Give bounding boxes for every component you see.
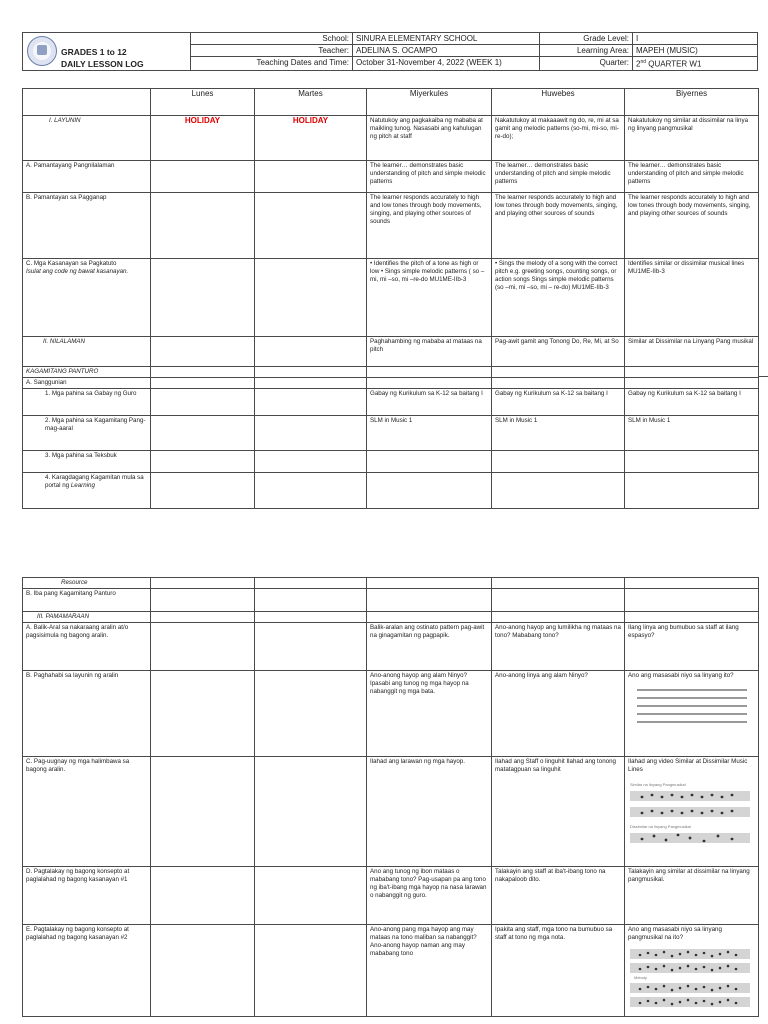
teacher-value: ADELINA S. OCAMPO — [353, 45, 540, 57]
karagdagang-italic: Learning — [70, 482, 95, 489]
row-c — [23, 757, 759, 867]
cell — [367, 612, 492, 623]
gabay-wed: Gabay ng Kurikulum sa K-12 sa baitang I — [367, 389, 492, 416]
cell — [151, 193, 255, 259]
kasanayan-wed: • Identifies the pitch of a tone as high or low • Sings simple melodic patterns ( so –mi, mi –so, mi –re-do MU1ME-IIb-3 — [367, 259, 492, 337]
row-d — [23, 867, 759, 925]
divider — [758, 376, 768, 377]
area-value: MAPEH (MUSIC) — [633, 45, 758, 57]
cell — [255, 259, 367, 337]
day-header-tue: Martes — [255, 89, 367, 116]
iba-pang-label: B. Iba pang Kagamitang Panturo — [23, 589, 151, 612]
cell — [151, 473, 255, 509]
a-thu: Ano-anong hayop ang lumilikha ng mataas na tono? Mababang tono? — [492, 623, 625, 671]
c-wed: Ilahad ang larawan ng mga hayop. — [367, 757, 492, 867]
melody-caption: Melody — [634, 975, 647, 980]
cell — [255, 623, 367, 671]
row-e — [23, 925, 759, 1017]
d-fri: Talakayin ang similar at dissimilar na linyang pangmusikal. — [625, 867, 759, 925]
e-label: E. Pagtalakay ng bagong konsepto at paglalahad ng bagong kasanayan #2 — [23, 925, 151, 1017]
c-label: C. Pag-uugnay ng mga halimbawa sa bagong aralin. — [23, 757, 151, 867]
pamantayang-thu: The learner… demonstrates basic understanding of pitch and simple melodic patterns — [492, 161, 625, 193]
row-gabay — [23, 389, 759, 416]
b-thu: Ano-anong linya ang alam Ninyo? — [492, 671, 625, 757]
cell — [151, 337, 255, 367]
pamantayang-wed: The learner… demonstrates basic understanding of pitch and simple melodic patterns — [367, 161, 492, 193]
kagamitan-label: KAGAMITANG PANTURO — [23, 367, 151, 378]
cell — [255, 925, 367, 1017]
karagdagang-label — [23, 473, 151, 509]
area-label: Learning Area: — [540, 45, 633, 57]
cell — [255, 416, 367, 451]
cell — [151, 378, 255, 389]
e-fri — [625, 925, 759, 1017]
music-score-image — [628, 778, 752, 852]
gabay-fri: Gabay ng Kurikulum sa K-12 sa baitang I — [625, 389, 759, 416]
lesson-table-2 — [22, 577, 759, 1017]
cell — [151, 925, 255, 1017]
quarter-label: Quarter: — [540, 57, 633, 71]
pamantayang-label: A. Pamantayang Pangnilalaman — [23, 161, 151, 193]
c-fri — [625, 757, 759, 867]
cell — [255, 451, 367, 473]
row-iba-pang — [23, 589, 759, 612]
kasanayan-label — [23, 259, 151, 337]
d-wed: Ano ang tunog ng ibon mataas o mababang tono? Pag-usapan pa ang tono ng iba't-ibang mga hayop na nasa larawan o nabanggit ng guro. — [367, 867, 492, 925]
kasanayan-sub: Isulat ang code ng bawat kasanayan. — [26, 268, 129, 275]
kasanayan-fri: Identifies similar or dissimilar musical lines MU1ME-IIb-3 — [625, 259, 759, 337]
a-label: A. Balik-Aral sa nakaraang aralin at/o pagsisimula ng bagong aralin. — [23, 623, 151, 671]
kasanayan-thu: • Sings the melody of a song with the correct pitch e.g. greeting songs, counting songs, or action songs Sings simple melodic patterns (so –mi, mi –so, mi – re-do) MU1ME-IIb-3 — [492, 259, 625, 337]
karagdagang-text: 4. Karagdagang Kagamitan mula sa portal ng — [45, 474, 144, 489]
cell — [151, 589, 255, 612]
b-label: B. Paghahabi sa layunin ng aralin — [23, 671, 151, 757]
slm-fri: SLM in Music 1 — [625, 416, 759, 451]
slm-thu: SLM in Music 1 — [492, 416, 625, 451]
layunin-label: I. LAYUNIN — [23, 116, 151, 161]
layunin-fri: Nakatutukoy ng similar at dissimilar na linya ng linyang pangmusikal — [625, 116, 759, 161]
cell — [492, 367, 625, 378]
cell — [492, 578, 625, 589]
cell — [492, 612, 625, 623]
a-fri: Ilang linya ang bumubuo sa staff at ilang espasyo? — [625, 623, 759, 671]
row-kagamitang-pang — [23, 416, 759, 451]
nilalaman-label: II. NILALAMAN — [23, 337, 151, 367]
quarter-num: 2 — [636, 59, 641, 69]
pamamaraan-label: III. PAMAMARAAN — [23, 612, 151, 623]
cell — [492, 589, 625, 612]
pagganap-label: B. Pamantayan sa Pagganap — [23, 193, 151, 259]
cell — [367, 578, 492, 589]
holiday-mon: HOLIDAY — [151, 116, 255, 161]
cell — [255, 193, 367, 259]
row-layunin — [23, 116, 759, 161]
title-line2: DAILY LESSON LOG — [61, 59, 144, 69]
cell — [255, 757, 367, 867]
cell — [151, 757, 255, 867]
cell — [151, 259, 255, 337]
teacher-label: Teacher: — [191, 45, 353, 57]
cell — [255, 378, 367, 389]
cell — [492, 451, 625, 473]
gabay-label: 1. Mga pahina sa Gabay ng Guro — [23, 389, 151, 416]
day-header-fri: Biyernes — [625, 89, 759, 116]
b-fri-text: Ano ang masasabi niyo sa linyang ito? — [628, 672, 734, 679]
cell — [151, 578, 255, 589]
row-pamamaraan — [23, 612, 759, 623]
row-a — [23, 623, 759, 671]
quarter-value — [633, 57, 758, 71]
deped-seal-icon — [27, 36, 57, 66]
cell — [625, 451, 759, 473]
cell — [492, 378, 625, 389]
kagamitang-pang-label: 2. Mga pahina sa Kagamitang Pang-mag-aaral — [23, 416, 151, 451]
cell — [255, 161, 367, 193]
row-nilalaman — [23, 337, 759, 367]
title-line1: GRADES 1 to 12 — [61, 47, 127, 57]
school-value: SINURA ELEMENTARY SCHOOL — [353, 33, 540, 45]
row-teksbuk — [23, 451, 759, 473]
nilalaman-wed: Paghahambing ng mababa at mataas na pitch — [367, 337, 492, 367]
cell — [625, 367, 759, 378]
cell — [367, 378, 492, 389]
dissimilar-caption: Dissimilar na linyang Pangmusikal — [630, 824, 691, 829]
kasanayan-title: C. Mga Kasanayan sa Pagkatuto — [26, 260, 117, 267]
cell — [151, 623, 255, 671]
row-pagganap — [23, 193, 759, 259]
holiday-tue: HOLIDAY — [255, 116, 367, 161]
grade-label: Grade Level: — [540, 33, 633, 45]
row-kagamitan — [23, 367, 759, 378]
similar-caption: Similar na linyang Pangmusikal — [630, 782, 686, 787]
cell — [255, 671, 367, 757]
nilalaman-thu: Pag-awit gamit ang Tonong Do, Re, Mi, at So — [492, 337, 625, 367]
cell — [367, 451, 492, 473]
cell — [625, 578, 759, 589]
cell — [151, 612, 255, 623]
log-title — [61, 46, 144, 70]
b-fri — [625, 671, 759, 757]
cell — [367, 367, 492, 378]
cell — [492, 473, 625, 509]
cell — [625, 473, 759, 509]
cell — [625, 589, 759, 612]
pagganap-fri: The learner responds accurately to high and low tones through body movements, singing, and playing other sources of sounds — [625, 193, 759, 259]
cell — [255, 867, 367, 925]
cell — [151, 671, 255, 757]
gabay-thu: Gabay ng Kurikulum sa K-12 sa baitang I — [492, 389, 625, 416]
cell — [625, 612, 759, 623]
melody-score-image — [628, 946, 752, 1010]
e-fri-text: Ano ang masasabi niyo sa linyang pangmusikal na ito? — [628, 926, 722, 941]
logo-cell — [23, 33, 191, 71]
e-wed: Ano-anong pang mga hayop ang may mataas na tono maliban sa nabanggit?Ano-anong hayop naman ang may mababang tono — [367, 925, 492, 1017]
quarter-rest: QUARTER W1 — [646, 59, 702, 69]
cell — [255, 473, 367, 509]
row-karagdagang — [23, 473, 759, 509]
day-header-mon: Lunes — [151, 89, 255, 116]
quarter-sup: nd — [640, 59, 647, 65]
cell — [255, 389, 367, 416]
grade-value: I — [633, 33, 758, 45]
cell — [255, 612, 367, 623]
cell — [151, 161, 255, 193]
cell — [151, 867, 255, 925]
day-header-thu: Huwebes — [492, 89, 625, 116]
cell — [367, 589, 492, 612]
b-wed: Ano-anong hayop ang alam Ninyo? Ipasabi ang tunog ng mga hayop na nabanggit ng mga bata. — [367, 671, 492, 757]
cell — [151, 451, 255, 473]
sanggunian-label: A. Sanggunian — [23, 378, 151, 389]
d-label: D. Pagtalakay ng bagong konsepto at paglalahad ng bagong kasanayan #1 — [23, 867, 151, 925]
row-sanggunian — [23, 378, 759, 389]
c-thu: Ilahad ang Staff o linguhit Ilahad ang tonong matatagpuan sa linguhit — [492, 757, 625, 867]
nilalaman-fri: Similar at Dissimilar na Linyang Pang musikal — [625, 337, 759, 367]
cell — [151, 389, 255, 416]
row-resource — [23, 578, 759, 589]
cell — [625, 378, 759, 389]
resource-label: Resource — [23, 578, 151, 589]
cell — [151, 416, 255, 451]
row-b — [23, 671, 759, 757]
cell — [255, 337, 367, 367]
pagganap-wed: The learner responds accurately to high and low tones through body movements, singing, and playing other sources of sounds — [367, 193, 492, 259]
c-fri-text: Ilahad ang video Similar at Dissimilar Music Lines — [628, 758, 748, 773]
cell — [255, 589, 367, 612]
header-table — [22, 32, 758, 71]
dates-value: October 31-November 4, 2022 (WEEK 1) — [353, 57, 540, 71]
layunin-wed: Natutukoy ang pagkakaiba ng mababa at maikling tunog. Nasasabi ang kahulugan ng pitch at staff — [367, 116, 492, 161]
day-header-wed: Miyerkules — [367, 89, 492, 116]
d-thu: Talakayin ang staff at iba't-ibang tono na nakapaloob dito. — [492, 867, 625, 925]
school-label: School: — [191, 33, 353, 45]
cell — [367, 473, 492, 509]
dates-label: Teaching Dates and Time: — [191, 57, 353, 71]
pamantayang-fri: The learner… demonstrates basic understanding of pitch and simple melodic patterns — [625, 161, 759, 193]
lesson-table-1 — [22, 88, 759, 509]
cell — [151, 367, 255, 378]
teksbuk-label: 3. Mga pahina sa Teksbuk — [23, 451, 151, 473]
row-pamantayang — [23, 161, 759, 193]
e-thu: Ipakita ang staff, mga tono na bumubuo sa staff at tono ng mga nota. — [492, 925, 625, 1017]
cell — [255, 367, 367, 378]
staff-lines-image — [637, 686, 747, 726]
blank-header — [23, 89, 151, 116]
a-wed: Balik-aralan ang ostinato pattern pag-awit na ginagamitan ng pagpapik. — [367, 623, 492, 671]
slm-wed: SLM in Music 1 — [367, 416, 492, 451]
cell — [255, 578, 367, 589]
layunin-thu: Nakatutukoy at makaaawit ng do, re, mi at sa gamit ang melodic patterns (so-mi, mi-so, mi-re-do); — [492, 116, 625, 161]
row-kasanayan — [23, 259, 759, 337]
pagganap-thu: The learner responds accurately to high and low tones through body movements, singing, and playing other sources of sounds — [492, 193, 625, 259]
